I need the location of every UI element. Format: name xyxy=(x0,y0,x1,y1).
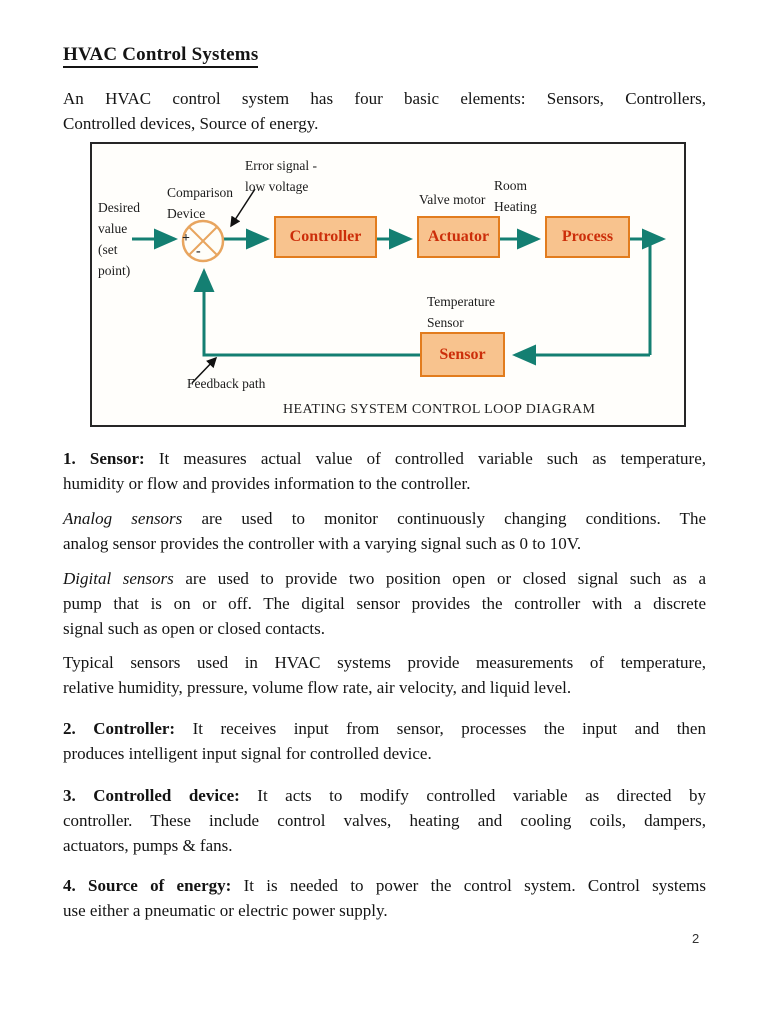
paragraph-typical-sensors xyxy=(63,650,706,700)
section-body: It measures actual value of controlled variable such as temperature, xyxy=(144,449,706,468)
text-line: use either a pneumatic or electric power supply. xyxy=(63,901,388,920)
section-lead: 3. Controlled device: xyxy=(63,786,240,805)
text-line xyxy=(63,446,706,471)
block-actuator: Actuator xyxy=(417,216,500,258)
section-body: It is needed to power the control system. Control systems xyxy=(231,876,706,895)
text-line xyxy=(63,783,706,808)
section-lead: 4. Source of energy: xyxy=(63,876,232,895)
label-line: Device xyxy=(167,206,206,221)
section-controller xyxy=(63,716,706,766)
control-loop-diagram xyxy=(90,142,686,427)
label-room-heating xyxy=(494,175,537,217)
text-line xyxy=(63,873,706,898)
text-line: produces intelligent input signal for controlled device. xyxy=(63,744,432,763)
section-controlled-device xyxy=(63,783,706,858)
page-title xyxy=(63,44,258,66)
paragraph-analog-sensors xyxy=(63,506,706,556)
text-line: signal such as open or closed contacts. xyxy=(63,619,326,638)
label-feedback-path: Feedback path xyxy=(187,376,266,391)
label-comparison-device xyxy=(167,182,233,224)
section-source-of-energy xyxy=(63,873,706,923)
paragraph-lead: Analog sensors xyxy=(63,509,183,528)
label-line: Comparison xyxy=(167,185,233,200)
label-line: Error signal - xyxy=(245,158,317,173)
text-line: An HVAC control system has four basic elements: Sensors, Controllers, xyxy=(63,89,706,108)
text-line: analog sensor provides the controller with a varying signal such as 0 to 10V. xyxy=(63,534,582,553)
label-line: Desired xyxy=(98,200,140,215)
label-temperature-sensor xyxy=(427,291,495,333)
label-line: point) xyxy=(98,263,131,278)
label-error-signal xyxy=(245,155,317,197)
label-line: Temperature xyxy=(427,294,496,309)
section-body: It acts to modify controlled variable as directed by xyxy=(239,786,706,805)
text-line: actuators, pumps & fans. xyxy=(63,836,233,855)
text-line: humidity or flow and provides information to the controller. xyxy=(63,474,471,493)
section-lead: 2. Controller: xyxy=(63,719,176,738)
label-line: Room xyxy=(494,178,528,193)
intro-paragraph xyxy=(63,86,706,136)
junction-minus-sign: - xyxy=(196,244,201,259)
text-line xyxy=(63,716,706,741)
text-line: pump that is on or off. The digital sensor provides the controller with a discrete xyxy=(63,594,706,613)
paragraph-lead: Digital sensors xyxy=(63,569,174,588)
text-line: relative humidity, pressure, volume flow rate, air velocity, and liquid level. xyxy=(63,678,572,697)
diagram-caption: HEATING SYSTEM CONTROL LOOP DIAGRAM xyxy=(283,402,596,417)
block-sensor: Sensor xyxy=(420,332,505,377)
section-sensor xyxy=(63,446,706,496)
text-line xyxy=(63,566,706,591)
label-desired-value xyxy=(98,197,140,281)
section-lead: 1. Sensor: xyxy=(63,449,145,468)
label-line: (set xyxy=(98,242,118,257)
paragraph-digital-sensors xyxy=(63,566,706,641)
wire-feedback-return xyxy=(204,271,420,355)
block-controller: Controller xyxy=(274,216,377,258)
paragraph-body: are used to monitor continuously changing conditions. The xyxy=(182,509,706,528)
page-number: 2 xyxy=(692,931,700,946)
junction-plus-sign: + xyxy=(182,231,190,246)
label-line: low voltage xyxy=(245,179,309,194)
text-line xyxy=(63,506,706,531)
section-body: It receives input from sensor, processes the input and then xyxy=(175,719,706,738)
page-title-text: HVAC Control Systems xyxy=(63,44,258,68)
text-line: Typical sensors used in HVAC systems provide measurements of temperature, xyxy=(63,653,706,672)
paragraph-body: are used to provide two position open or closed signal such as a xyxy=(173,569,706,588)
label-valve-motor: Valve motor xyxy=(419,192,486,207)
text-line: controller. These include control valves, heating and cooling coils, dampers, xyxy=(63,811,706,830)
label-line: Heating xyxy=(494,199,537,214)
label-line: Sensor xyxy=(427,315,464,330)
text-line: Controlled devices, Source of energy. xyxy=(63,114,319,133)
block-process: Process xyxy=(545,216,630,258)
label-line: value xyxy=(98,221,128,236)
